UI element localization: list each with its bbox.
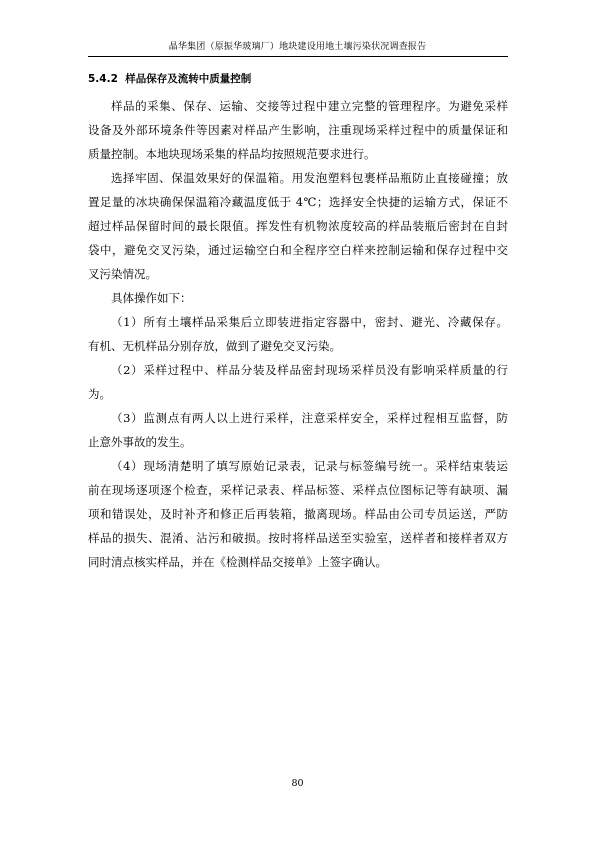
- paragraph-line: （1）所有土壤样品采集后立即装进指定容器中，密封、避光、冷藏保存。: [111, 315, 508, 329]
- running-header: 晶华集团（原振华玻璃厂）地块建设用地土壤污染状况调查报告: [168, 42, 427, 52]
- header-rule: [88, 56, 508, 57]
- paragraph-line: 样品的采集、保存、运输、交接等过程中建立完整的管理程序。为避免采样: [111, 99, 508, 113]
- paragraph-line: （4）现场清楚明了填写原始记录表，记录与标签编号统一。采样结束装运: [111, 459, 508, 473]
- paragraph-line: 袋中，避免交叉污染，通过运输空白和全程序空白样来控制运输和保存过程中交: [88, 243, 508, 257]
- section-number: 5.4.2: [88, 73, 118, 85]
- paragraph-line: 超过样品保留时间的最长限值。挥发性有机物浓度较高的样品装瓶后密封在自封: [88, 219, 508, 233]
- paragraph-line: （2）采样过程中、样品分装及样品密封现场采样员没有影响采样质量的行: [111, 363, 508, 377]
- paragraph-line: 有机、无机样品分别存放，做到了避免交叉污染。: [88, 339, 341, 353]
- paragraph-line: 选择牢固、保温效果好的保温箱。用发泡塑料包裹样品瓶防止直接碰撞；放: [111, 171, 508, 185]
- paragraph-line: 前在现场逐项逐个检查，采样记录表、样品标签、采样点位图标记等有缺项、漏: [88, 483, 508, 497]
- paragraph-line: 样品的损失、混淆、沾污和破损。按时将样品送至实验室，送样者和接样者双方: [88, 531, 508, 545]
- paragraph-line: 止意外事故的发生。: [88, 435, 192, 449]
- paragraph-line: 为。: [88, 387, 111, 401]
- paragraph-line: 设备及外部环境条件等因素对样品产生影响，注重现场采样过程中的质量保证和: [88, 123, 508, 137]
- paragraph-line: 具体操作如下：: [111, 291, 192, 305]
- paragraph-line: （3）监测点有两人以上进行采样，注意采样安全，采样过程相互监督，防: [111, 411, 508, 425]
- paragraph-line: 同时清点核实样品，并在《检测样品交接单》上签字确认。: [88, 555, 387, 569]
- paragraph-line: 置足量的冰块确保保温箱冷藏温度低于 4℃；选择安全快捷的运输方式，保证不: [88, 195, 508, 209]
- page-number: 80: [291, 778, 304, 789]
- section-title: 样品保存及流转中质量控制: [125, 73, 252, 85]
- body-text: [88, 94, 508, 574]
- paragraph-line: 项和错误处，及时补齐和修正后再装箱，撤离现场。样品由公司专员运送，严防: [88, 507, 508, 521]
- section-heading: [88, 72, 251, 86]
- paragraph-line: 质量控制。本地块现场采集的样品均按照规范要求进行。: [88, 147, 376, 161]
- paragraph-line: 叉污染情况。: [88, 267, 157, 281]
